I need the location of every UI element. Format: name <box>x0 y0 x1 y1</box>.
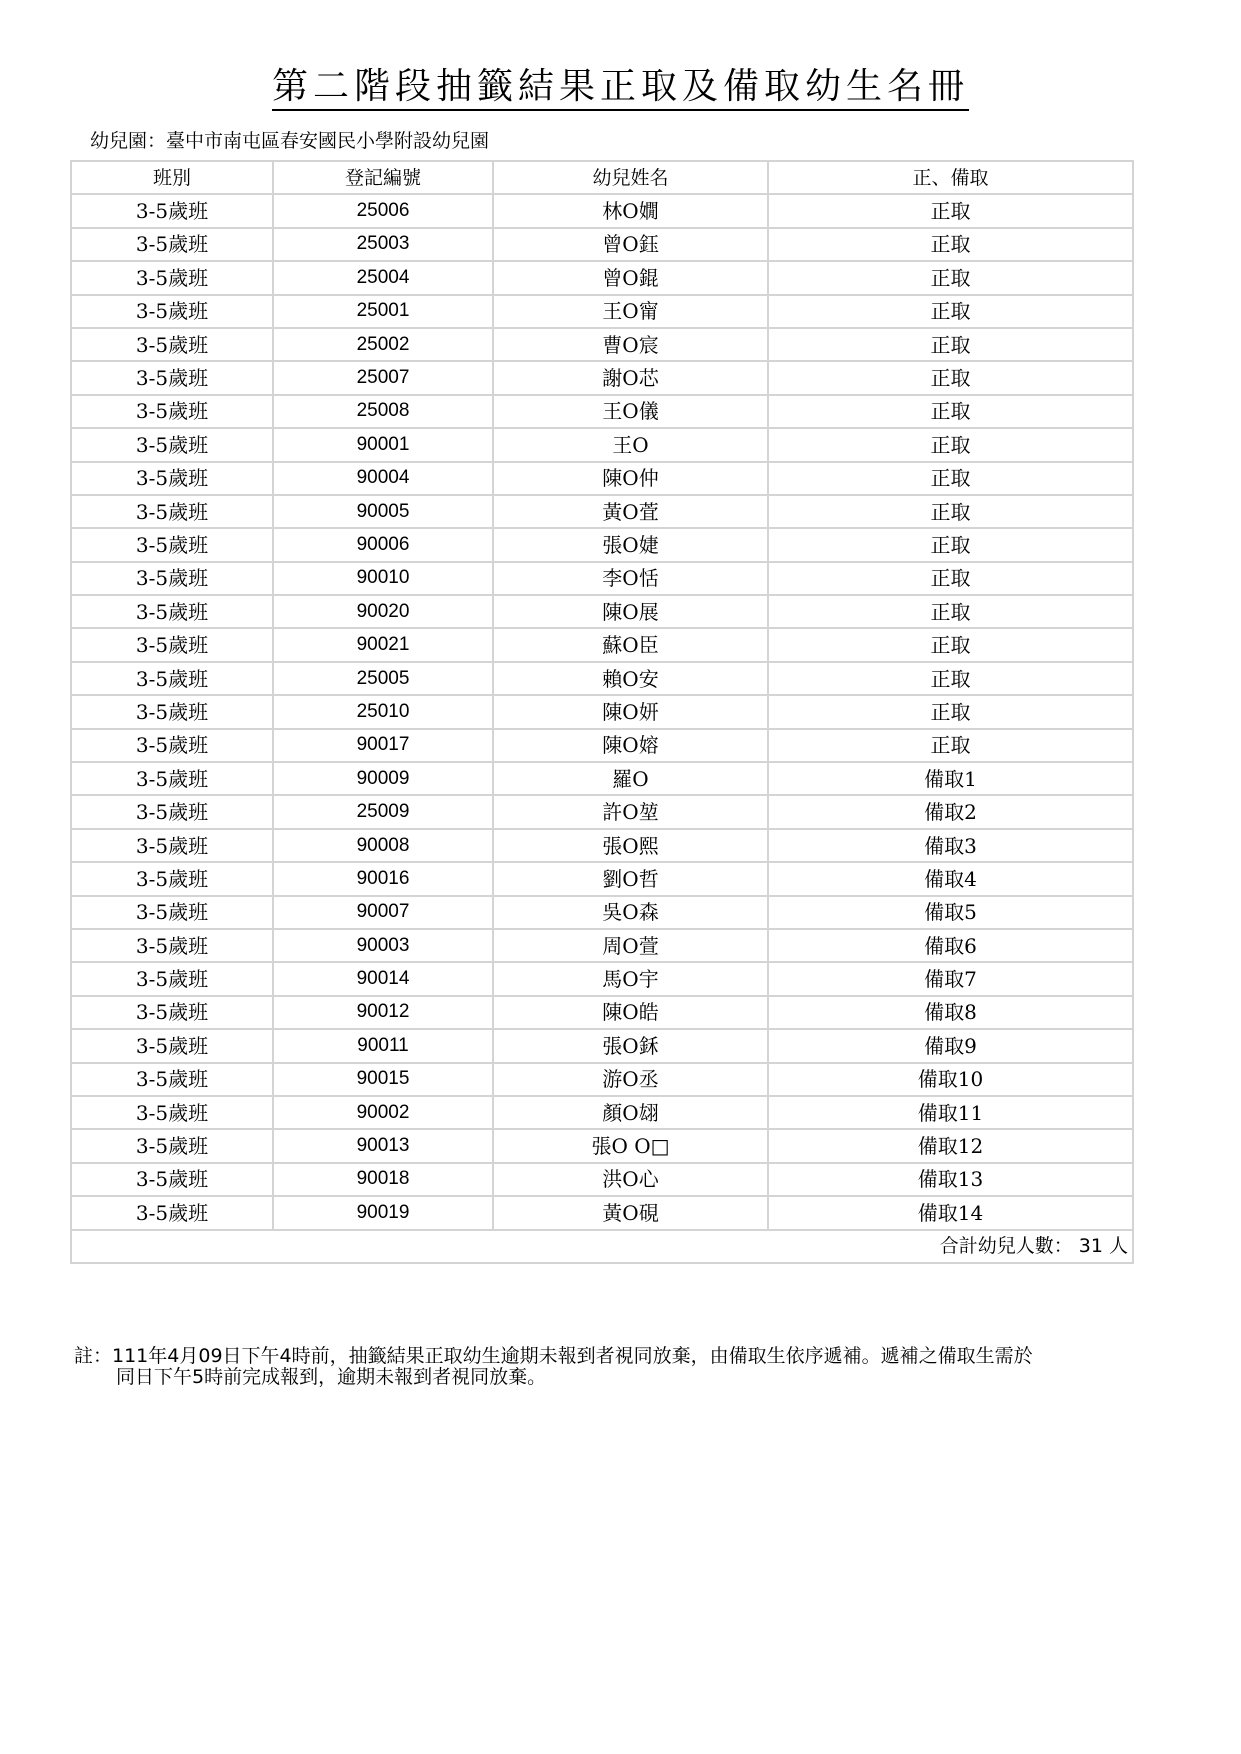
reg-no-cell: 90009 <box>273 762 493 795</box>
child-name-cell: 李O恬 <box>493 562 768 595</box>
status-cell: 正取 <box>768 595 1133 628</box>
child-name-cell: 陳O仲 <box>493 462 768 495</box>
table-row <box>71 829 1133 862</box>
page-title <box>0 58 1241 109</box>
class-cell: 3-5歲班 <box>71 562 273 595</box>
table-row <box>71 228 1133 261</box>
status-cell: 正取 <box>768 729 1133 762</box>
child-name-cell: 張O熙 <box>493 829 768 862</box>
child-name-cell: 劉O哲 <box>493 862 768 895</box>
child-name-cell: 游O丞 <box>493 1063 768 1096</box>
table-row <box>71 194 1133 227</box>
status-cell: 備取5 <box>768 896 1133 929</box>
class-cell: 3-5歲班 <box>71 929 273 962</box>
class-cell: 3-5歲班 <box>71 228 273 261</box>
class-cell: 3-5歲班 <box>71 762 273 795</box>
child-name-cell: 蘇O臣 <box>493 628 768 661</box>
class-cell: 3-5歲班 <box>71 428 273 461</box>
reg-no-cell: 90003 <box>273 929 493 962</box>
table-row <box>71 1129 1133 1162</box>
status-cell: 正取 <box>768 562 1133 595</box>
header-class: 班別 <box>71 161 273 194</box>
school-name: 幼兒園：臺中市南屯區春安國民小學附設幼兒園 <box>90 130 490 152</box>
child-name-cell: 顏O翃 <box>493 1096 768 1129</box>
reg-no-cell: 90020 <box>273 595 493 628</box>
reg-no-cell: 25009 <box>273 795 493 828</box>
reg-no-cell: 90007 <box>273 896 493 929</box>
reg-no-cell: 90012 <box>273 996 493 1029</box>
status-cell: 正取 <box>768 462 1133 495</box>
note <box>74 1346 1134 1388</box>
status-cell: 備取9 <box>768 1029 1133 1062</box>
status-cell: 備取3 <box>768 829 1133 862</box>
table-row <box>71 795 1133 828</box>
status-cell: 正取 <box>768 194 1133 227</box>
reg-no-cell: 90011 <box>273 1029 493 1062</box>
class-cell: 3-5歲班 <box>71 1196 273 1229</box>
reg-no-cell: 25003 <box>273 228 493 261</box>
header-reg-no: 登記編號 <box>273 161 493 194</box>
class-cell: 3-5歲班 <box>71 896 273 929</box>
class-cell: 3-5歲班 <box>71 328 273 361</box>
class-cell: 3-5歲班 <box>71 996 273 1029</box>
status-cell: 正取 <box>768 261 1133 294</box>
table-row <box>71 1029 1133 1062</box>
table-row <box>71 729 1133 762</box>
page-title-text: 第二階段抽籤結果正取及備取幼生名冊 <box>272 66 969 111</box>
class-cell: 3-5歲班 <box>71 395 273 428</box>
table-row <box>71 595 1133 628</box>
reg-no-cell: 90002 <box>273 1096 493 1129</box>
status-cell: 備取2 <box>768 795 1133 828</box>
class-cell: 3-5歲班 <box>71 1063 273 1096</box>
status-cell: 備取1 <box>768 762 1133 795</box>
status-cell: 正取 <box>768 328 1133 361</box>
note-line-1: 註：111年4月09日下午4時前，抽籤結果正取幼生逾期未報到者視同放棄，由備取生依序遞補。遞補之備取生需於 <box>74 1345 1033 1367</box>
class-cell: 3-5歲班 <box>71 795 273 828</box>
class-cell: 3-5歲班 <box>71 194 273 227</box>
table-row <box>71 762 1133 795</box>
table-row <box>71 395 1133 428</box>
table-row <box>71 562 1133 595</box>
status-cell: 備取7 <box>768 962 1133 995</box>
child-name-cell: 曹O宸 <box>493 328 768 361</box>
status-cell: 正取 <box>768 228 1133 261</box>
reg-no-cell: 90008 <box>273 829 493 862</box>
child-name-cell: 曾O錕 <box>493 261 768 294</box>
status-cell: 備取10 <box>768 1063 1133 1096</box>
table-row <box>71 662 1133 695</box>
reg-no-cell: 25005 <box>273 662 493 695</box>
child-name-cell: 張O婕 <box>493 528 768 561</box>
status-cell: 備取12 <box>768 1129 1133 1162</box>
class-cell: 3-5歲班 <box>71 261 273 294</box>
reg-no-cell: 90021 <box>273 628 493 661</box>
class-cell: 3-5歲班 <box>71 628 273 661</box>
reg-no-cell: 90004 <box>273 462 493 495</box>
reg-no-cell: 90006 <box>273 528 493 561</box>
class-cell: 3-5歲班 <box>71 1129 273 1162</box>
table-row <box>71 328 1133 361</box>
table-row <box>71 361 1133 394</box>
table-row <box>71 896 1133 929</box>
status-cell: 備取8 <box>768 996 1133 1029</box>
child-name-cell: 黃O硯 <box>493 1196 768 1229</box>
table-row <box>71 862 1133 895</box>
status-cell: 正取 <box>768 528 1133 561</box>
class-cell: 3-5歲班 <box>71 1096 273 1129</box>
status-cell: 正取 <box>768 295 1133 328</box>
table-row <box>71 1096 1133 1129</box>
status-cell: 正取 <box>768 395 1133 428</box>
status-cell: 正取 <box>768 495 1133 528</box>
class-cell: 3-5歲班 <box>71 295 273 328</box>
table-row <box>71 628 1133 661</box>
status-cell: 備取11 <box>768 1096 1133 1129</box>
child-name-cell: 周O萱 <box>493 929 768 962</box>
child-name-cell: 馬O宇 <box>493 962 768 995</box>
note-line-2: 同日下午5時前完成報到，逾期未報到者視同放棄。 <box>116 1366 547 1388</box>
table-row <box>71 1163 1133 1196</box>
class-cell: 3-5歲班 <box>71 829 273 862</box>
total-count: 合計幼兒人數： 31 人 <box>71 1230 1133 1263</box>
class-cell: 3-5歲班 <box>71 361 273 394</box>
class-cell: 3-5歲班 <box>71 729 273 762</box>
table-header-row <box>71 161 1133 194</box>
table-row <box>71 1063 1133 1096</box>
child-name-cell: 羅O <box>493 762 768 795</box>
child-name-cell: 林O嫺 <box>493 194 768 227</box>
child-name-cell: 陳O皓 <box>493 996 768 1029</box>
class-cell: 3-5歲班 <box>71 528 273 561</box>
reg-no-cell: 90001 <box>273 428 493 461</box>
child-name-cell: 陳O嫆 <box>493 729 768 762</box>
child-name-cell: 張O O□ <box>493 1129 768 1162</box>
enrollment-table <box>70 160 1134 1264</box>
class-cell: 3-5歲班 <box>71 695 273 728</box>
child-name-cell: 謝O芯 <box>493 361 768 394</box>
reg-no-cell: 90018 <box>273 1163 493 1196</box>
reg-no-cell: 90019 <box>273 1196 493 1229</box>
status-cell: 備取6 <box>768 929 1133 962</box>
class-cell: 3-5歲班 <box>71 1029 273 1062</box>
reg-no-cell: 90014 <box>273 962 493 995</box>
table-row <box>71 695 1133 728</box>
status-cell: 正取 <box>768 662 1133 695</box>
table-row <box>71 1196 1133 1229</box>
child-name-cell: 王O甯 <box>493 295 768 328</box>
class-cell: 3-5歲班 <box>71 662 273 695</box>
child-name-cell: 王O <box>493 428 768 461</box>
class-cell: 3-5歲班 <box>71 962 273 995</box>
reg-no-cell: 25006 <box>273 194 493 227</box>
child-name-cell: 賴O安 <box>493 662 768 695</box>
reg-no-cell: 90010 <box>273 562 493 595</box>
reg-no-cell: 25001 <box>273 295 493 328</box>
child-name-cell: 洪O心 <box>493 1163 768 1196</box>
status-cell: 正取 <box>768 428 1133 461</box>
table-row <box>71 528 1133 561</box>
status-cell: 備取4 <box>768 862 1133 895</box>
table-row <box>71 261 1133 294</box>
child-name-cell: 黃O萓 <box>493 495 768 528</box>
table-row <box>71 996 1133 1029</box>
reg-no-cell: 25004 <box>273 261 493 294</box>
class-cell: 3-5歲班 <box>71 495 273 528</box>
child-name-cell: 陳O展 <box>493 595 768 628</box>
status-cell: 備取14 <box>768 1196 1133 1229</box>
table-row <box>71 929 1133 962</box>
class-cell: 3-5歲班 <box>71 462 273 495</box>
header-child-name: 幼兒姓名 <box>493 161 768 194</box>
reg-no-cell: 25010 <box>273 695 493 728</box>
total-row <box>71 1230 1133 1263</box>
table-row <box>71 295 1133 328</box>
class-cell: 3-5歲班 <box>71 1163 273 1196</box>
status-cell: 正取 <box>768 695 1133 728</box>
header-status: 正、備取 <box>768 161 1133 194</box>
child-name-cell: 吳O森 <box>493 896 768 929</box>
reg-no-cell: 90015 <box>273 1063 493 1096</box>
child-name-cell: 曾O鈺 <box>493 228 768 261</box>
reg-no-cell: 90017 <box>273 729 493 762</box>
table-row <box>71 428 1133 461</box>
status-cell: 正取 <box>768 628 1133 661</box>
status-cell: 備取13 <box>768 1163 1133 1196</box>
child-name-cell: 張O鉌 <box>493 1029 768 1062</box>
child-name-cell: 許O堃 <box>493 795 768 828</box>
child-name-cell: 王O儀 <box>493 395 768 428</box>
reg-no-cell: 90013 <box>273 1129 493 1162</box>
child-name-cell: 陳O妍 <box>493 695 768 728</box>
status-cell: 正取 <box>768 361 1133 394</box>
reg-no-cell: 90005 <box>273 495 493 528</box>
table-row <box>71 962 1133 995</box>
reg-no-cell: 90016 <box>273 862 493 895</box>
reg-no-cell: 25007 <box>273 361 493 394</box>
class-cell: 3-5歲班 <box>71 862 273 895</box>
table-row <box>71 462 1133 495</box>
reg-no-cell: 25008 <box>273 395 493 428</box>
reg-no-cell: 25002 <box>273 328 493 361</box>
class-cell: 3-5歲班 <box>71 595 273 628</box>
table-row <box>71 495 1133 528</box>
